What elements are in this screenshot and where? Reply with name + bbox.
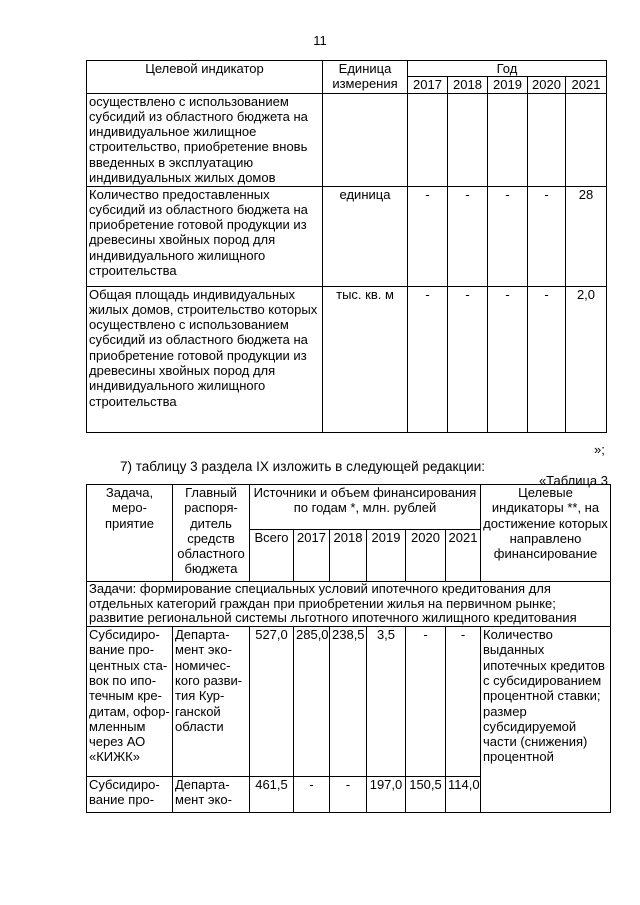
value-cell: - bbox=[448, 286, 488, 432]
value-cell: - bbox=[448, 186, 488, 286]
value-cell: - bbox=[330, 777, 367, 813]
value-cell: 285,0 bbox=[294, 627, 330, 777]
value-cell: 238,5 bbox=[330, 627, 367, 777]
indicators-cell: Количество выданных ипотечных кредитов с субсидированием процентной ставки; размер субсидируемой части (снижения) процентной bbox=[481, 627, 611, 813]
page-number: 11 bbox=[313, 33, 327, 48]
header-indicators: Целевые индикаторы **, на достижение которых направлено финансирование bbox=[481, 485, 611, 582]
value-cell: - bbox=[408, 186, 448, 286]
value-cell: 28 bbox=[566, 186, 607, 286]
year-cell: 2021 bbox=[566, 77, 607, 93]
value-cell: 150,5 bbox=[406, 777, 446, 813]
task-description: Задачи: формирование специальных условий ипотечного кредитования для отдельных категорий граждан при приобретении жилья на первичном рынке; развитие региональной системы льготного ипотечного жилищного кредитования bbox=[87, 582, 611, 627]
value-cell: - bbox=[406, 627, 446, 777]
year-cell: 2018 bbox=[448, 77, 488, 93]
measure-cell: Субсидиро-вание про- bbox=[87, 777, 173, 813]
instruction-paragraph: 7) таблицу 3 раздела IX изложить в следующей редакции: bbox=[120, 459, 486, 474]
table-row bbox=[87, 93, 607, 186]
year-cell: 2019 bbox=[488, 77, 528, 93]
value-cell: - bbox=[528, 186, 566, 286]
header-sources: Источники и объем финансирования по годам *, млн. рублей bbox=[250, 485, 481, 530]
unit-cell: единица bbox=[323, 186, 408, 286]
header-unit: Единица измерения bbox=[323, 61, 408, 94]
header-admin: Главный распоря-дитель средств областного бюджета bbox=[173, 485, 250, 582]
table-row bbox=[87, 286, 607, 432]
admin-cell: Департа-мент эко-номичес-кого разви-тия Кур-ганской области bbox=[173, 627, 250, 777]
value-cell: 3,5 bbox=[367, 627, 406, 777]
header-task: Задача, меро-приятие bbox=[87, 485, 173, 582]
header-total: Всего bbox=[250, 530, 294, 582]
header-year: Год bbox=[408, 61, 607, 77]
total-cell: 461,5 bbox=[250, 777, 294, 813]
unit-cell: тыс. кв. м bbox=[323, 286, 408, 432]
value-cell bbox=[566, 93, 607, 186]
value-cell bbox=[408, 93, 448, 186]
year-cell: 2019 bbox=[367, 530, 406, 582]
measure-cell: Субсидиро-вание про-центных ста-вок по ипо-течным кре-дитам, офор-мленным через АО «КИЖК» bbox=[87, 627, 173, 777]
value-cell: - bbox=[408, 286, 448, 432]
indicator-cell: осуществлено с использованием субсидий из областного бюджета на индивидуальное жилищное строительство, приобретение вновь введенных в эксплуатацию индивидуальных жилых домов bbox=[87, 93, 323, 186]
year-cell: 2017 bbox=[294, 530, 330, 582]
year-cell: 2020 bbox=[528, 77, 566, 93]
unit-cell bbox=[323, 93, 408, 186]
year-cell: 2021 bbox=[446, 530, 481, 582]
total-cell: 527,0 bbox=[250, 627, 294, 777]
value-cell: 197,0 bbox=[367, 777, 406, 813]
table-row bbox=[87, 186, 607, 286]
value-cell: - bbox=[488, 286, 528, 432]
value-cell bbox=[488, 93, 528, 186]
indicator-cell: Общая площадь индивидуальных жилых домов, строительство которых осуществлено с использованием субсидий из областного бюджета на приобретение готовой продукции из древесины хвойных пород для индивидуального жилищного строительства bbox=[87, 286, 323, 432]
value-cell bbox=[448, 93, 488, 186]
value-cell: - bbox=[446, 627, 481, 777]
indicator-cell: Количество предоставленных субсидий из областного бюджета на приобретение готовой продукции из древесины хвойных пород для индивидуального жилищного строительства bbox=[87, 186, 323, 286]
year-cell: 2018 bbox=[330, 530, 367, 582]
value-cell: - bbox=[528, 286, 566, 432]
closing-quote: »; bbox=[594, 442, 605, 457]
value-cell: 2,0 bbox=[566, 286, 607, 432]
target-indicators-table bbox=[86, 60, 607, 433]
value-cell: 114,0 bbox=[446, 777, 481, 813]
table-row bbox=[87, 627, 611, 777]
value-cell bbox=[528, 93, 566, 186]
header-indicator: Целевой индикатор bbox=[87, 61, 323, 94]
financing-table bbox=[86, 484, 611, 813]
value-cell: - bbox=[488, 186, 528, 286]
year-cell: 2017 bbox=[408, 77, 448, 93]
year-cell: 2020 bbox=[406, 530, 446, 582]
value-cell: - bbox=[294, 777, 330, 813]
table-caption: «Таблица 3 bbox=[538, 473, 608, 488]
admin-cell: Департа-мент эко- bbox=[173, 777, 250, 813]
